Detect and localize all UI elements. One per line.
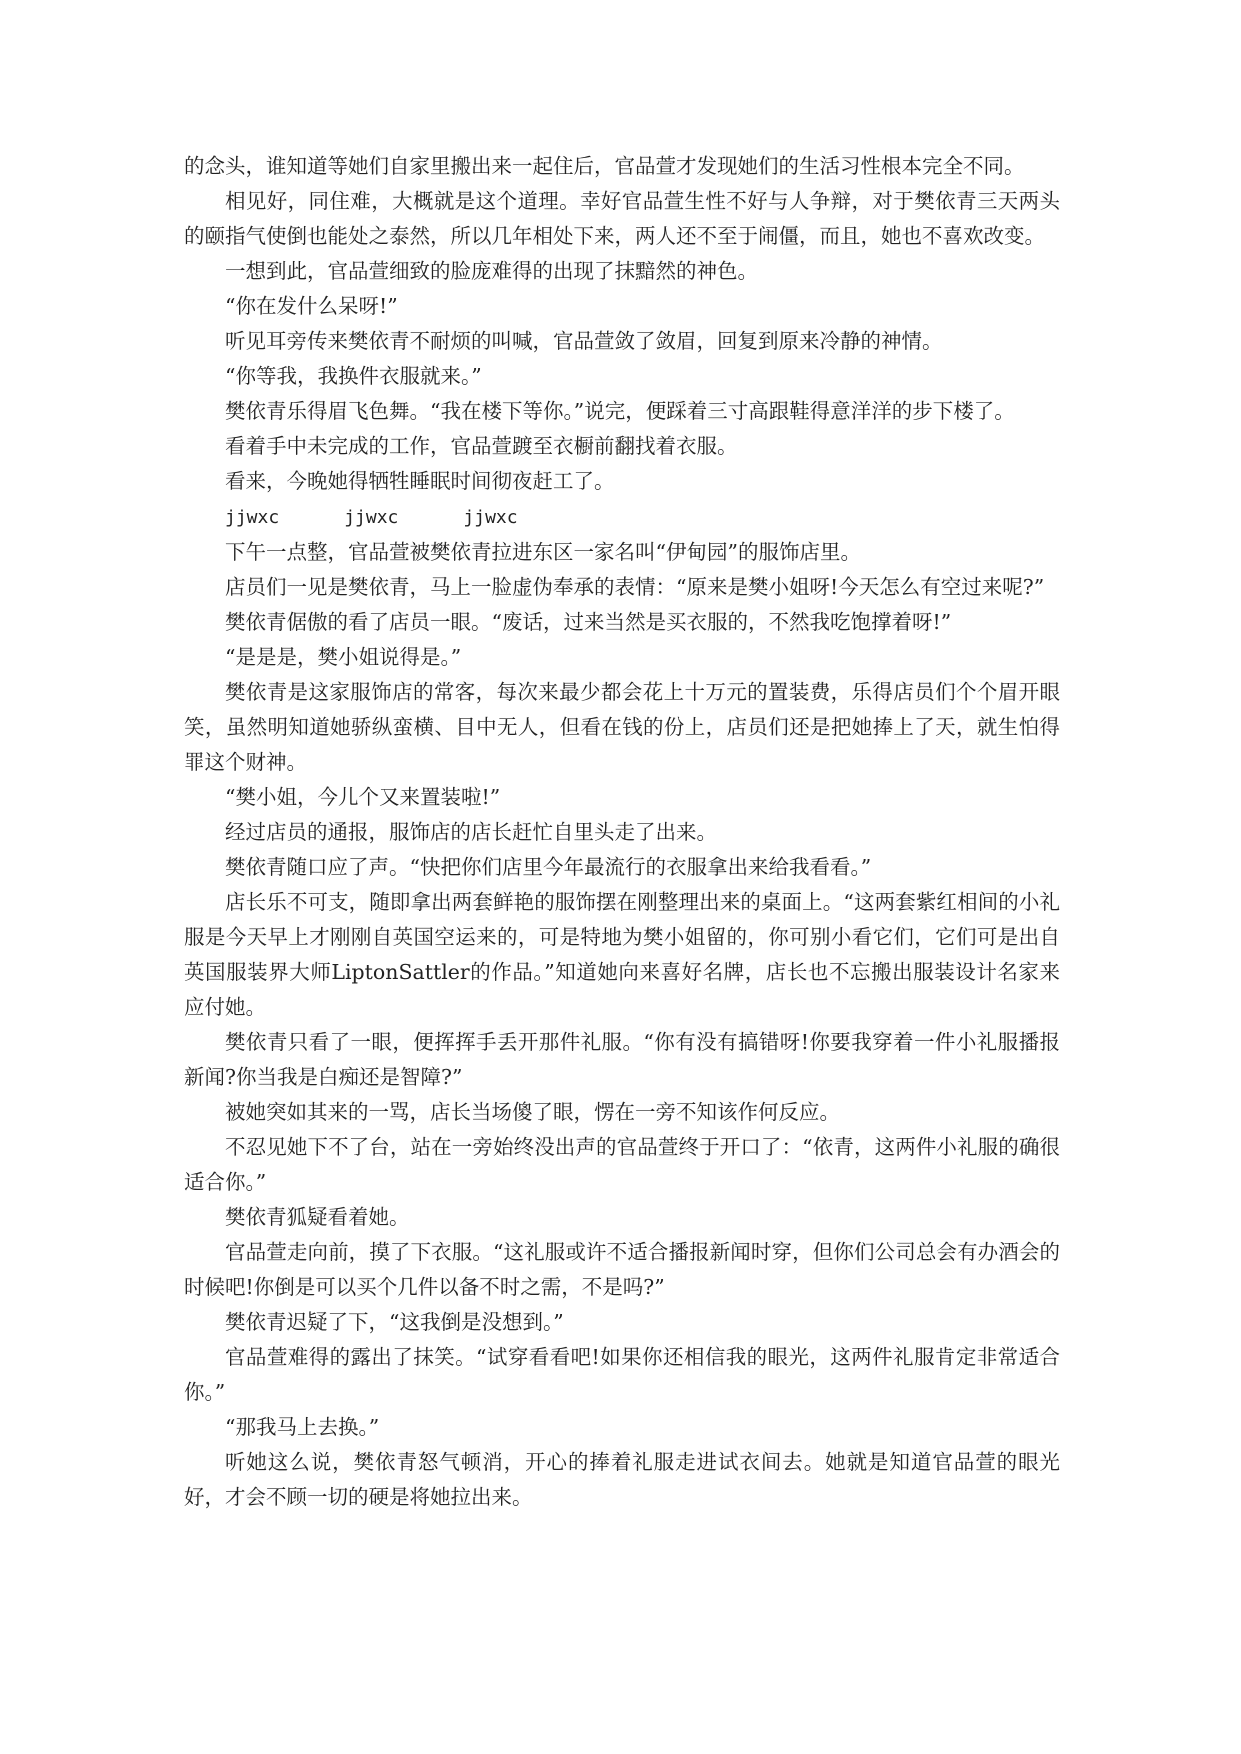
document-page — [184, 149, 1060, 1515]
body-paragraph: 官品萱难得的露出了抹笑。“试穿看看吧!如果你还相信我的眼光，这两件礼服肯定非常适合你。” — [184, 1345, 1060, 1404]
body-paragraph: 相见好，同住难，大概就是这个道理。幸好官品萱生性不好与人争辩，对于樊依青三天两头的颐指气使倒也能处之泰然，所以几年相处下来，两人还不至于闹僵，而且，她也不喜欢改变。 — [184, 189, 1060, 248]
body-paragraph: 樊依青倨傲的看了店员一眼。“废话，过来当然是买衣服的，不然我吃饱撑着呀!” — [225, 610, 952, 634]
body-paragraph: 看着手中未完成的工作，官品萱踱至衣橱前翻找着衣服。 — [225, 434, 738, 458]
body-paragraph: “你等我，我换件衣服就来。” — [225, 364, 482, 388]
body-paragraph: “是是是，樊小姐说得是。” — [225, 645, 462, 669]
body-paragraph: “樊小姐，今儿个又来置装啦!” — [225, 785, 501, 809]
body-paragraph: 樊依青迟疑了下，“这我倒是没想到。” — [225, 1310, 564, 1334]
body-paragraph: 一想到此，官品萱细致的脸庞难得的出现了抹黯然的神色。 — [225, 259, 758, 283]
body-paragraph: 看来，今晚她得牺牲睡眠时间彻夜赶工了。 — [225, 469, 615, 493]
section-separator — [184, 499, 1060, 535]
body-paragraph: 樊依青狐疑看着她。 — [225, 1205, 410, 1229]
body-paragraph: 樊依青只看了一眼，便挥挥手丢开那件礼服。“你有没有搞错呀!你要我穿着一件小礼服播报新闻?你当我是白痴还是智障?” — [184, 1030, 1060, 1089]
body-paragraph: 经过店员的通报，服饰店的店长赶忙自里头走了出来。 — [225, 820, 717, 844]
body-paragraph: 下午一点整，官品萱被樊依青拉进东区一家名叫“伊甸园”的服饰店里。 — [225, 540, 861, 564]
body-paragraph: 樊依青是这家服饰店的常客，每次来最少都会花上十万元的置装费，乐得店员们个个眉开眼笑，虽然明知道她骄纵蛮横、目中无人，但看在钱的份上，店员们还是把她捧上了天，就生怕得罪这个财神。 — [184, 680, 1060, 774]
body-paragraph: 官品萱走向前，摸了下衣服。“这礼服或许不适合播报新闻时穿，但你们公司总会有办酒会的时候吧!你倒是可以买个几件以备不时之需，不是吗?” — [184, 1240, 1060, 1299]
body-paragraph: 店长乐不可支，随即拿出两套鲜艳的服饰摆在刚整理出来的桌面上。“这两套紫红相间的小礼服是今天早上才刚刚自英国空运来的，可是特地为樊小姐留的，你可别小看它们，它们可是出自英国服装界大师LiptonSattler的作品。”知道她向来喜好名牌，店长也不忘搬出服装设计名家来应付她。 — [184, 890, 1060, 1019]
body-paragraph: 听她这么说，樊依青怒气顿消，开心的捧着礼服走进试衣间去。她就是知道官品萱的眼光好，才会不顾一切的硬是将她拉出来。 — [184, 1450, 1060, 1509]
body-paragraph: 听见耳旁传来樊依青不耐烦的叫喊，官品萱敛了敛眉，回复到原来冷静的神情。 — [225, 329, 943, 353]
body-paragraph: “你在发什么呆呀!” — [225, 294, 398, 318]
body-paragraph: 店员们一见是樊依青，马上一脸虚伪奉承的表情：“原来是樊小姐呀!今天怎么有空过来呢?” — [225, 575, 1045, 599]
body-paragraph: 被她突如其来的一骂，店长当场傻了眼，愣在一旁不知该作何反应。 — [225, 1100, 840, 1124]
separator-text: jjwxc jjwxc jjwxc — [225, 507, 518, 528]
body-paragraph: 樊依青随口应了声。“快把你们店里今年最流行的衣服拿出来给我看看。” — [225, 855, 872, 879]
body-paragraph: 不忍见她下不了台，站在一旁始终没出声的官品萱终于开口了：“依青，这两件小礼服的确很适合你。” — [184, 1135, 1060, 1194]
body-paragraph: 的念头，谁知道等她们自家里搬出来一起住后，官品萱才发现她们的生活习性根本完全不同。 — [184, 154, 1025, 178]
body-paragraph: 樊依青乐得眉飞色舞。“我在楼下等你。”说完，便踩着三寸高跟鞋得意洋洋的步下楼了。 — [225, 399, 1015, 423]
body-paragraph: “那我马上去换。” — [225, 1415, 380, 1439]
